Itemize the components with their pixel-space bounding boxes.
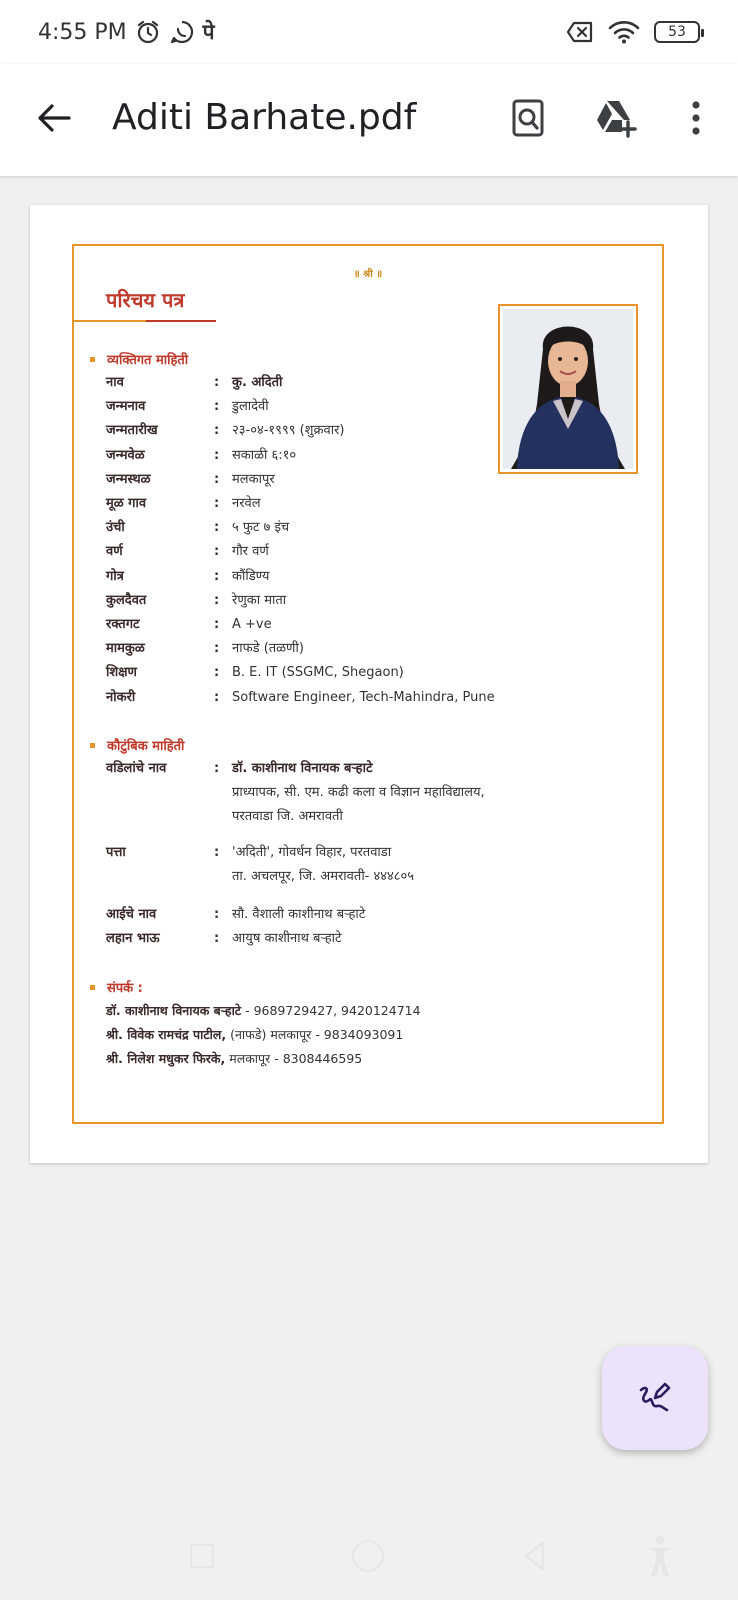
- info-value: कौंडिण्य: [232, 568, 270, 584]
- colon: :: [214, 375, 220, 390]
- mother-name: सौ. वैशाली काशीनाथ बऱ्हाटे: [232, 907, 366, 922]
- row-address-line2: [106, 867, 646, 887]
- colon: :: [214, 665, 220, 681]
- more-options-button[interactable]: [676, 92, 716, 144]
- accessibility-button[interactable]: [642, 1534, 678, 1582]
- colon: :: [214, 399, 220, 415]
- status-left: [38, 18, 215, 46]
- section-family-title: [90, 736, 184, 754]
- info-label: रक्तगट: [106, 617, 140, 632]
- info-label: नोकरी: [106, 689, 136, 705]
- info-value: नरवेल: [232, 496, 261, 511]
- colon: :: [214, 471, 220, 487]
- recents-button[interactable]: [190, 1544, 214, 1568]
- section-personal-label: व्यक्तिगत माहिती: [107, 353, 189, 368]
- info-value: सकाळी ६:१०: [232, 447, 297, 463]
- shri-header: ॥ श्री ॥: [353, 269, 383, 280]
- father-label: वडिलांचे नाव: [106, 761, 167, 776]
- info-label: कुलदैवत: [106, 592, 147, 608]
- contact-line: [106, 1001, 421, 1021]
- no-sim-icon: [566, 21, 594, 43]
- section-contact-label: संपर्क :: [107, 981, 143, 996]
- row-address: [106, 843, 646, 863]
- info-value: डुलादेवी: [232, 399, 269, 415]
- father-occupation: प्राध्यापक, सी. एम. कढी कला व विज्ञान महाविद्यालय,: [232, 785, 485, 800]
- section-family-label: कौटुंबिक माहिती: [107, 739, 185, 754]
- info-row: [106, 470, 646, 490]
- colon: :: [214, 447, 220, 463]
- colon: :: [214, 496, 220, 511]
- battery-icon: 53: [654, 21, 700, 43]
- more-vert-icon: [690, 100, 702, 136]
- colon: :: [214, 931, 220, 946]
- status-bar: [0, 0, 738, 64]
- colon: :: [214, 544, 220, 560]
- drive-add-icon: [594, 98, 638, 138]
- info-row: [106, 494, 646, 514]
- info-row: [106, 591, 646, 611]
- colon: :: [214, 689, 220, 705]
- info-label: जन्मतारीख: [106, 423, 158, 439]
- info-row: [106, 639, 646, 659]
- document-title: Aditi Barhate.pdf: [112, 97, 417, 138]
- heading-underline-accent: [146, 320, 216, 322]
- father-name: डॉ. काशीनाथ विनायक बऱ्हाटे: [232, 761, 373, 776]
- info-row: [106, 688, 646, 708]
- edit-signature-button[interactable]: [602, 1346, 708, 1450]
- info-value: नाफडे (तळणी): [232, 641, 304, 657]
- contact-name: श्री. निलेश मधुकर फिरके,: [106, 1051, 226, 1066]
- colon: :: [214, 761, 220, 776]
- bullet-icon: [90, 985, 95, 990]
- info-row: [106, 663, 646, 683]
- colon: :: [214, 568, 220, 584]
- colon: :: [214, 907, 220, 922]
- info-value: ५ फुट ७ इंच: [232, 520, 290, 536]
- contact-detail: (नाफडे) मलकापूर - 9834093091: [226, 1027, 404, 1042]
- status-time: 4:55 PM: [38, 19, 127, 45]
- info-label: उंची: [106, 520, 125, 536]
- address-line2: ता. अचलपूर, जि. अमरावती- ४४४८०५: [232, 869, 415, 884]
- contact-detail: - 9689729427, 9420124714: [241, 1003, 421, 1018]
- colon: :: [214, 592, 220, 608]
- info-value: B. E. IT (SSGMC, Shegaon): [232, 665, 404, 681]
- mother-label: आईचे नाव: [106, 907, 157, 922]
- info-value: कु. अदिती: [232, 375, 283, 390]
- info-label: वर्ण: [106, 544, 123, 560]
- address-label: पत्ता: [106, 845, 126, 860]
- bullet-icon: [90, 743, 95, 748]
- info-row: [106, 446, 646, 466]
- info-row: [106, 518, 646, 538]
- contact-line: [106, 1049, 362, 1069]
- wifi-icon: [608, 20, 640, 44]
- info-row: [106, 373, 646, 393]
- pdf-page[interactable]: [30, 205, 708, 1163]
- colon: :: [214, 617, 220, 632]
- section-contact-title: [90, 978, 143, 996]
- document-frame: [72, 244, 664, 1124]
- info-label: जन्मस्थळ: [106, 471, 151, 487]
- search-document-button[interactable]: [502, 92, 554, 144]
- info-label: गोत्र: [106, 568, 124, 584]
- info-value: A +ve: [232, 617, 272, 632]
- colon: :: [214, 845, 220, 860]
- info-row: [106, 542, 646, 562]
- home-button[interactable]: [352, 1540, 384, 1572]
- info-value: रेणुका माता: [232, 592, 287, 608]
- info-value: Software Engineer, Tech-Mahindra, Pune: [232, 689, 495, 705]
- contact-line: [106, 1025, 403, 1045]
- accessibility-icon: [642, 1534, 678, 1578]
- info-row: [106, 567, 646, 587]
- alarm-icon: [135, 19, 161, 45]
- navigation-bar: [0, 1524, 738, 1600]
- info-label: जन्मनाव: [106, 399, 146, 415]
- colon: :: [214, 641, 220, 657]
- brother-label: लहान भाऊ: [106, 931, 160, 946]
- document-heading: परिचय पत्र: [106, 288, 185, 312]
- nav-back-button[interactable]: [522, 1540, 546, 1576]
- row-brother: [106, 929, 646, 949]
- row-mother: [106, 905, 646, 925]
- bullet-icon: [90, 357, 95, 362]
- address-line1: 'अदिती', गोवर्धन विहार, परतवाडा: [232, 845, 392, 860]
- info-label: नाव: [106, 375, 124, 390]
- colon: :: [214, 520, 220, 536]
- contact-name: डॉ. काशीनाथ विनायक बऱ्हाटे: [106, 1003, 242, 1018]
- row-father: [106, 759, 646, 779]
- father-location: परतवाडा जि. अमरावती: [232, 809, 343, 824]
- add-to-drive-button[interactable]: [590, 92, 642, 144]
- colon: :: [214, 423, 220, 439]
- back-button[interactable]: [30, 90, 78, 146]
- info-label: मूळ गाव: [106, 496, 147, 511]
- info-label: मामकुळ: [106, 641, 145, 657]
- info-value: मलकापूर: [232, 471, 275, 487]
- info-row: [106, 397, 646, 417]
- whatsapp-icon: [169, 19, 195, 45]
- info-row: [106, 615, 646, 635]
- status-right: [566, 20, 700, 44]
- back-arrow-icon: [37, 103, 71, 133]
- info-label: शिक्षण: [106, 665, 137, 681]
- section-personal-title: [90, 350, 188, 368]
- info-value: गौर वर्ण: [232, 544, 269, 560]
- contact-name: श्री. विवेक रामचंद्र पाटील,: [106, 1027, 227, 1042]
- info-value: २३-०४-१९९९ (शुक्रवार): [232, 423, 345, 439]
- row-father-line3: [106, 807, 646, 827]
- search-document-icon: [511, 98, 545, 138]
- extra-glyph: पे: [202, 20, 215, 44]
- nav-back-icon: [522, 1540, 546, 1572]
- app-bar: [0, 64, 738, 176]
- row-father-line2: [106, 783, 646, 803]
- brother-name: आयुष काशीनाथ बऱ्हाटे: [232, 931, 342, 946]
- info-row: [106, 421, 646, 441]
- info-label: जन्मवेळ: [106, 447, 145, 463]
- edit-signature-icon: [635, 1378, 675, 1418]
- contact-detail: मलकापूर - 8308446595: [225, 1051, 363, 1066]
